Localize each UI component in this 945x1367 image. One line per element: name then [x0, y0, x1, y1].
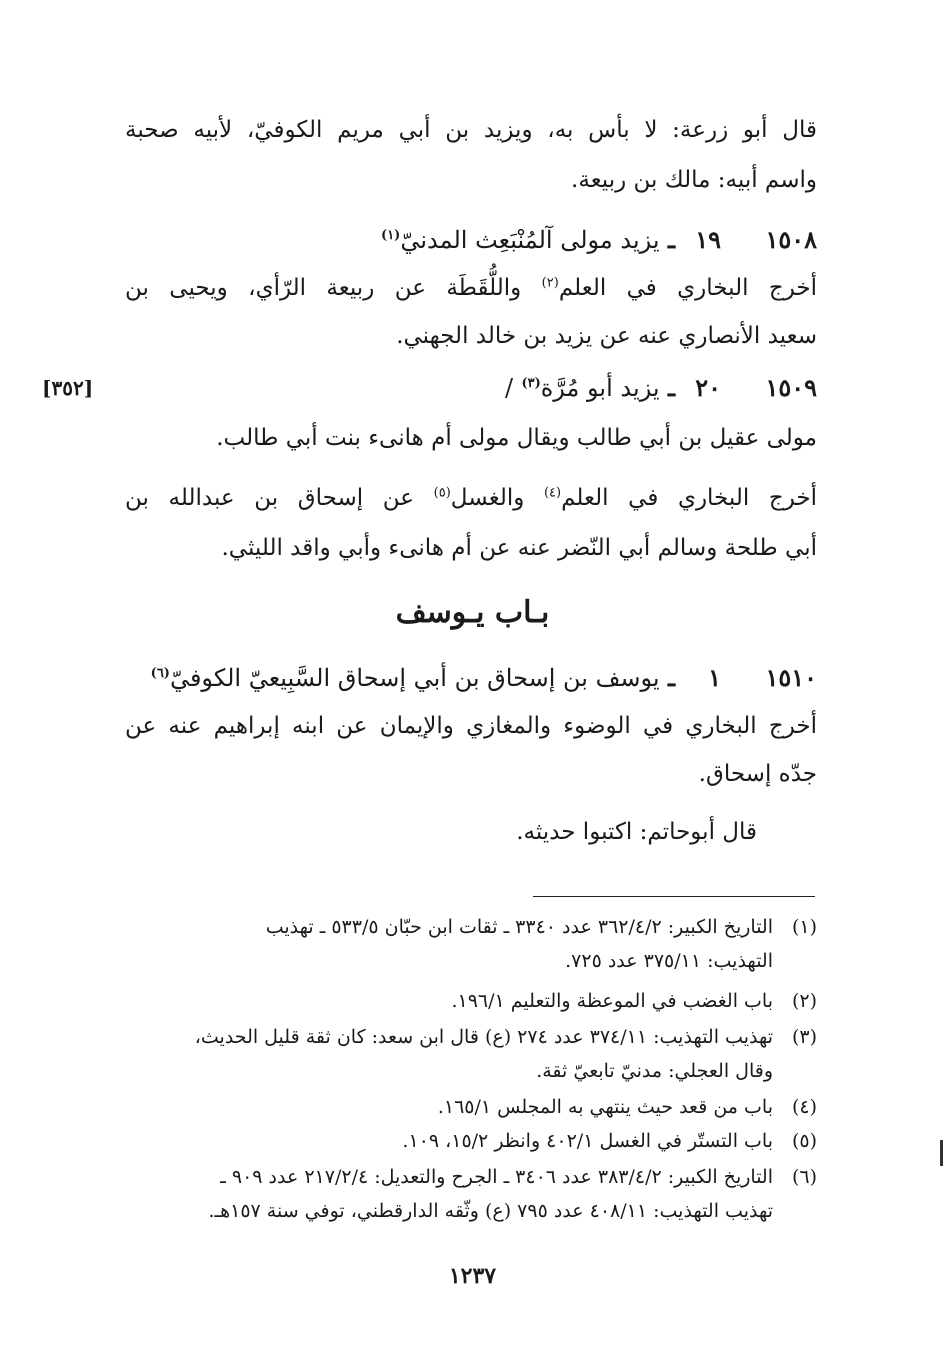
footnote-6-continuation: تهذيب التهذيب: ٤٠٨/١١ عدد ٧٩٥ (ع) وثّقه الدارقطني، توفي سنة ١٥٧هـ.	[208, 1200, 773, 1222]
footnote-3	[125, 1020, 817, 1055]
footnote-number: (٤)	[791, 1096, 817, 1118]
entry-subnumber: ١	[708, 663, 721, 692]
footnote-3-continuation: وقال العجلي: مدنيّ تابعيّ ثقة.	[536, 1060, 773, 1082]
text-segment: والغسل	[450, 485, 525, 511]
chapter-title: بـاب يـوسف	[395, 595, 550, 630]
entry-number: ١٥١٠	[765, 663, 817, 692]
footnote-6	[125, 1160, 817, 1195]
entry-name: يوسف بن إسحاق بن أبي إسحاق السَّبِيعيّ الكوفيّ	[169, 664, 660, 692]
footnote-text: التاريخ الكبير: ٣٨٣/٤/٢ عدد ٣٤٠٦ ـ الجرح والتعديل: ٢١٧/٢/٤ عدد ٩٠٩ ـ	[220, 1166, 773, 1188]
footnote-text: باب من قعد حيث ينتهي به المجلس ١٦٥/١.	[437, 1096, 773, 1118]
text-line: جدّه إسحاق.	[698, 761, 817, 787]
entry-name: يزيد أبو مُرَّة	[540, 374, 660, 402]
text-line: مولى عقيل بن أبي طالب ويقال مولى أم هانىء بنت أبي طالب.	[216, 425, 817, 451]
footnote-number: (٦)	[791, 1166, 817, 1188]
footnote-marker: (٥)	[433, 485, 451, 501]
footnote-number: (١)	[791, 916, 817, 938]
footnote-1	[125, 910, 817, 945]
text-line	[125, 266, 817, 310]
margin-page-reference: [٣٥٢]	[42, 376, 94, 400]
entry-name: يزيد مولى آلمُنْبَعِث المدنيّ	[400, 226, 660, 254]
footnote-text: التاريخ الكبير: ٣٦٢/٤/٢ عدد ٣٣٤٠ ـ ثقات ابن حبّان ٥٣٣/٥ ـ تهذيب	[265, 916, 773, 938]
entry-number: ١٥٠٨	[765, 225, 817, 254]
footnote-marker: (٣)	[521, 376, 541, 391]
text-segment: أخرج البخاري في العلم	[558, 275, 817, 301]
footnote-separator	[533, 896, 815, 897]
text-line: قال أبوحاتم: اكتبوا حديثه.	[516, 819, 757, 845]
text-segment: واللُّقَطَة عن ربيعة الرّأي، ويحيى بن	[125, 275, 522, 301]
entry-1509-heading	[125, 366, 817, 410]
text-segment: عن إسحاق بن عبدالله بن	[125, 485, 414, 511]
text-line: سعيد الأنصاري عنه عن يزيد بن خالد الجهني.	[396, 323, 817, 349]
footnote-text: تهذيب التهذيب: ٣٧٤/١١ عدد ٢٧٤ (ع) قال ابن سعد: كان ثقة قليل الحديث،	[194, 1026, 773, 1048]
entry-subnumber: ١٩	[695, 225, 721, 254]
entry-dash: ـ	[667, 663, 675, 692]
footnote-number: (٥)	[791, 1130, 817, 1152]
footnote-marker: (٤)	[543, 485, 562, 501]
footnote-marker: (٦)	[150, 666, 170, 681]
entry-1510-heading	[125, 656, 817, 700]
footnote-marker: (١)	[381, 228, 401, 243]
page-break-slash: /	[504, 374, 514, 402]
scan-edge-mark	[940, 1140, 943, 1166]
footnote-5	[125, 1124, 817, 1159]
page-number: ١٢٣٧	[448, 1263, 497, 1289]
text-line: واسم أبيه: مالك بن ربيعة.	[571, 167, 817, 193]
entry-number: ١٥٠٩	[765, 373, 817, 402]
entry-subnumber: ٢٠	[695, 373, 721, 402]
text-line: قال أبو زرعة: لا بأس به، ويزيد بن أبي مريم الكوفيّ، لأبيه صحبة	[125, 117, 817, 143]
footnote-1-continuation: التهذيب: ٣٧٥/١١ عدد ٧٢٥.	[565, 950, 773, 972]
footnote-4	[125, 1090, 817, 1125]
footnote-number: (٣)	[791, 1026, 817, 1048]
entry-1508-heading	[125, 218, 817, 262]
footnote-number: (٢)	[791, 990, 817, 1012]
text-line	[125, 476, 817, 520]
footnote-marker: (٢)	[541, 275, 559, 291]
text-segment: أخرج البخاري في العلم	[561, 485, 818, 511]
footnote-text: باب الغضب في الموعظة والتعليم ١٩٦/١.	[451, 990, 773, 1012]
footnote-2	[125, 984, 817, 1019]
text-line: أخرج البخاري في الوضوء والمغازي والإيمان عن ابنه إبراهيم عنه عن	[125, 713, 817, 739]
entry-dash: ـ	[667, 225, 675, 254]
footnote-text: باب التستّر في الغسل ٤٠٢/١ وانظر ١٥/٢، ١٠٩.	[402, 1130, 773, 1152]
text-line: أبي طلحة وسالم أبي النّضر عنه عن أم هانىء وأبي واقد الليثي.	[221, 535, 817, 561]
entry-dash: ـ	[667, 373, 675, 402]
